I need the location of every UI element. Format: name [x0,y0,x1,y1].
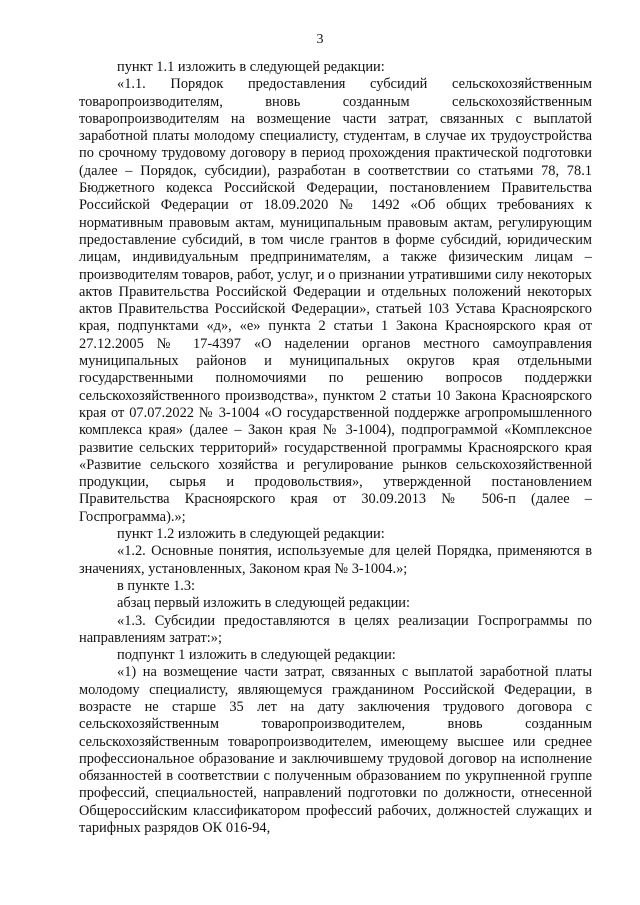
paragraph: «1.3. Субсидии предоставляются в целях реализации Госпрограммы по направлениям затрат:»; [79,612,592,646]
paragraph: подпункт 1 изложить в следующей редакции: [117,647,396,664]
paragraph: пункт 1.2 изложить в следующей редакции: [117,526,385,543]
paragraph: «1.2. Основные понятия, используемые для целей Порядка, применяются в значениях, установленных, Законом края № 3-1004.»; [79,543,592,577]
document-body [79,59,592,837]
paragraph: «1.1. Порядок предоставления субсидий сельскохозяйственным товаропроизводителям, вновь созданным сельскохозяйственным товаропроизводителям на возмещение части затрат, связанных с выплатой заработной платы молодому специалисту, студентам, в случае их трудоустройства по срочному трудовому договору в период прохождения практической подготовки (далее – Порядок, субсидии), разработан в соответствии со статьями 78, 78.1 Бюджетного кодекса Российской Федерации, постановлением Правительства Российской Федерации от 18.09.2020 № 1492 «Об общих требованиях к нормативным правовым актам, муниципальным правовым актам, регулирующим предоставление субсидий, в том числе грантов в форме субсидий, юридическим лицам, индивидуальным предпринимателям, а также физическим лицам – производителям товаров, работ, услуг, и о признании утратившими силу некоторых актов Правительства Российской Федерации и отдельных положений некоторых актов Правительства Российской Федерации», статьей 103 Устава Красноярского края, подпунктами «д», «е» пункта 2 статьи 1 Закона Красноярского края от 27.12.2005 № 17-4397 «О наделении органов местного самоуправления муниципальных районов и муниципальных округов края отдельными государственными полномочиями по решению вопросов поддержки сельскохозяйственного производства», пунктом 2 статьи 10 Закона Красноярского края от 07.07.2022 № 3-1004 «О государственной поддержке агропромышленного комплекса края» (далее – Закон края № 3-1004), подпрограммой «Комплексное развитие сельских территорий» государственной программы Красноярского края «Развитие сельского хозяйства и регулирование рынков сельскохозяйственной продукции, сырья и продовольствия», утвержденной постановлением Правительства Красноярского края от 30.09.2013 № 506-п (далее – Госпрограмма).»; [79,76,592,525]
paragraph: в пункте 1.3: [117,577,196,594]
page-number: 3 [316,32,324,47]
paragraph: пункт 1.1 изложить в следующей редакции: [117,59,385,75]
paragraph: «1) на возмещение части затрат, связанных с выплатой заработной платы молодому специалисту, являющемуся гражданином Российской Федерации, в возрасте не старше 35 лет на дату заключения трудового договора с сельскохозяйственным товаропроизводителем, вновь созданным сельскохозяйственным товаропроизводителем, имеющему высшее или среднее профессиональное образование и заключившему трудовой договор на исполнение обязанностей в соответствии с полученным образованием по укрупненной группе профессий, специальностей, направлений подготовки по должности, отнесенной Общероссийским классификатором профессий рабочих, должностей служащих и тарифных разрядов ОК 016-94, [79,664,592,837]
paragraph: абзац первый изложить в следующей редакции: [117,595,411,612]
